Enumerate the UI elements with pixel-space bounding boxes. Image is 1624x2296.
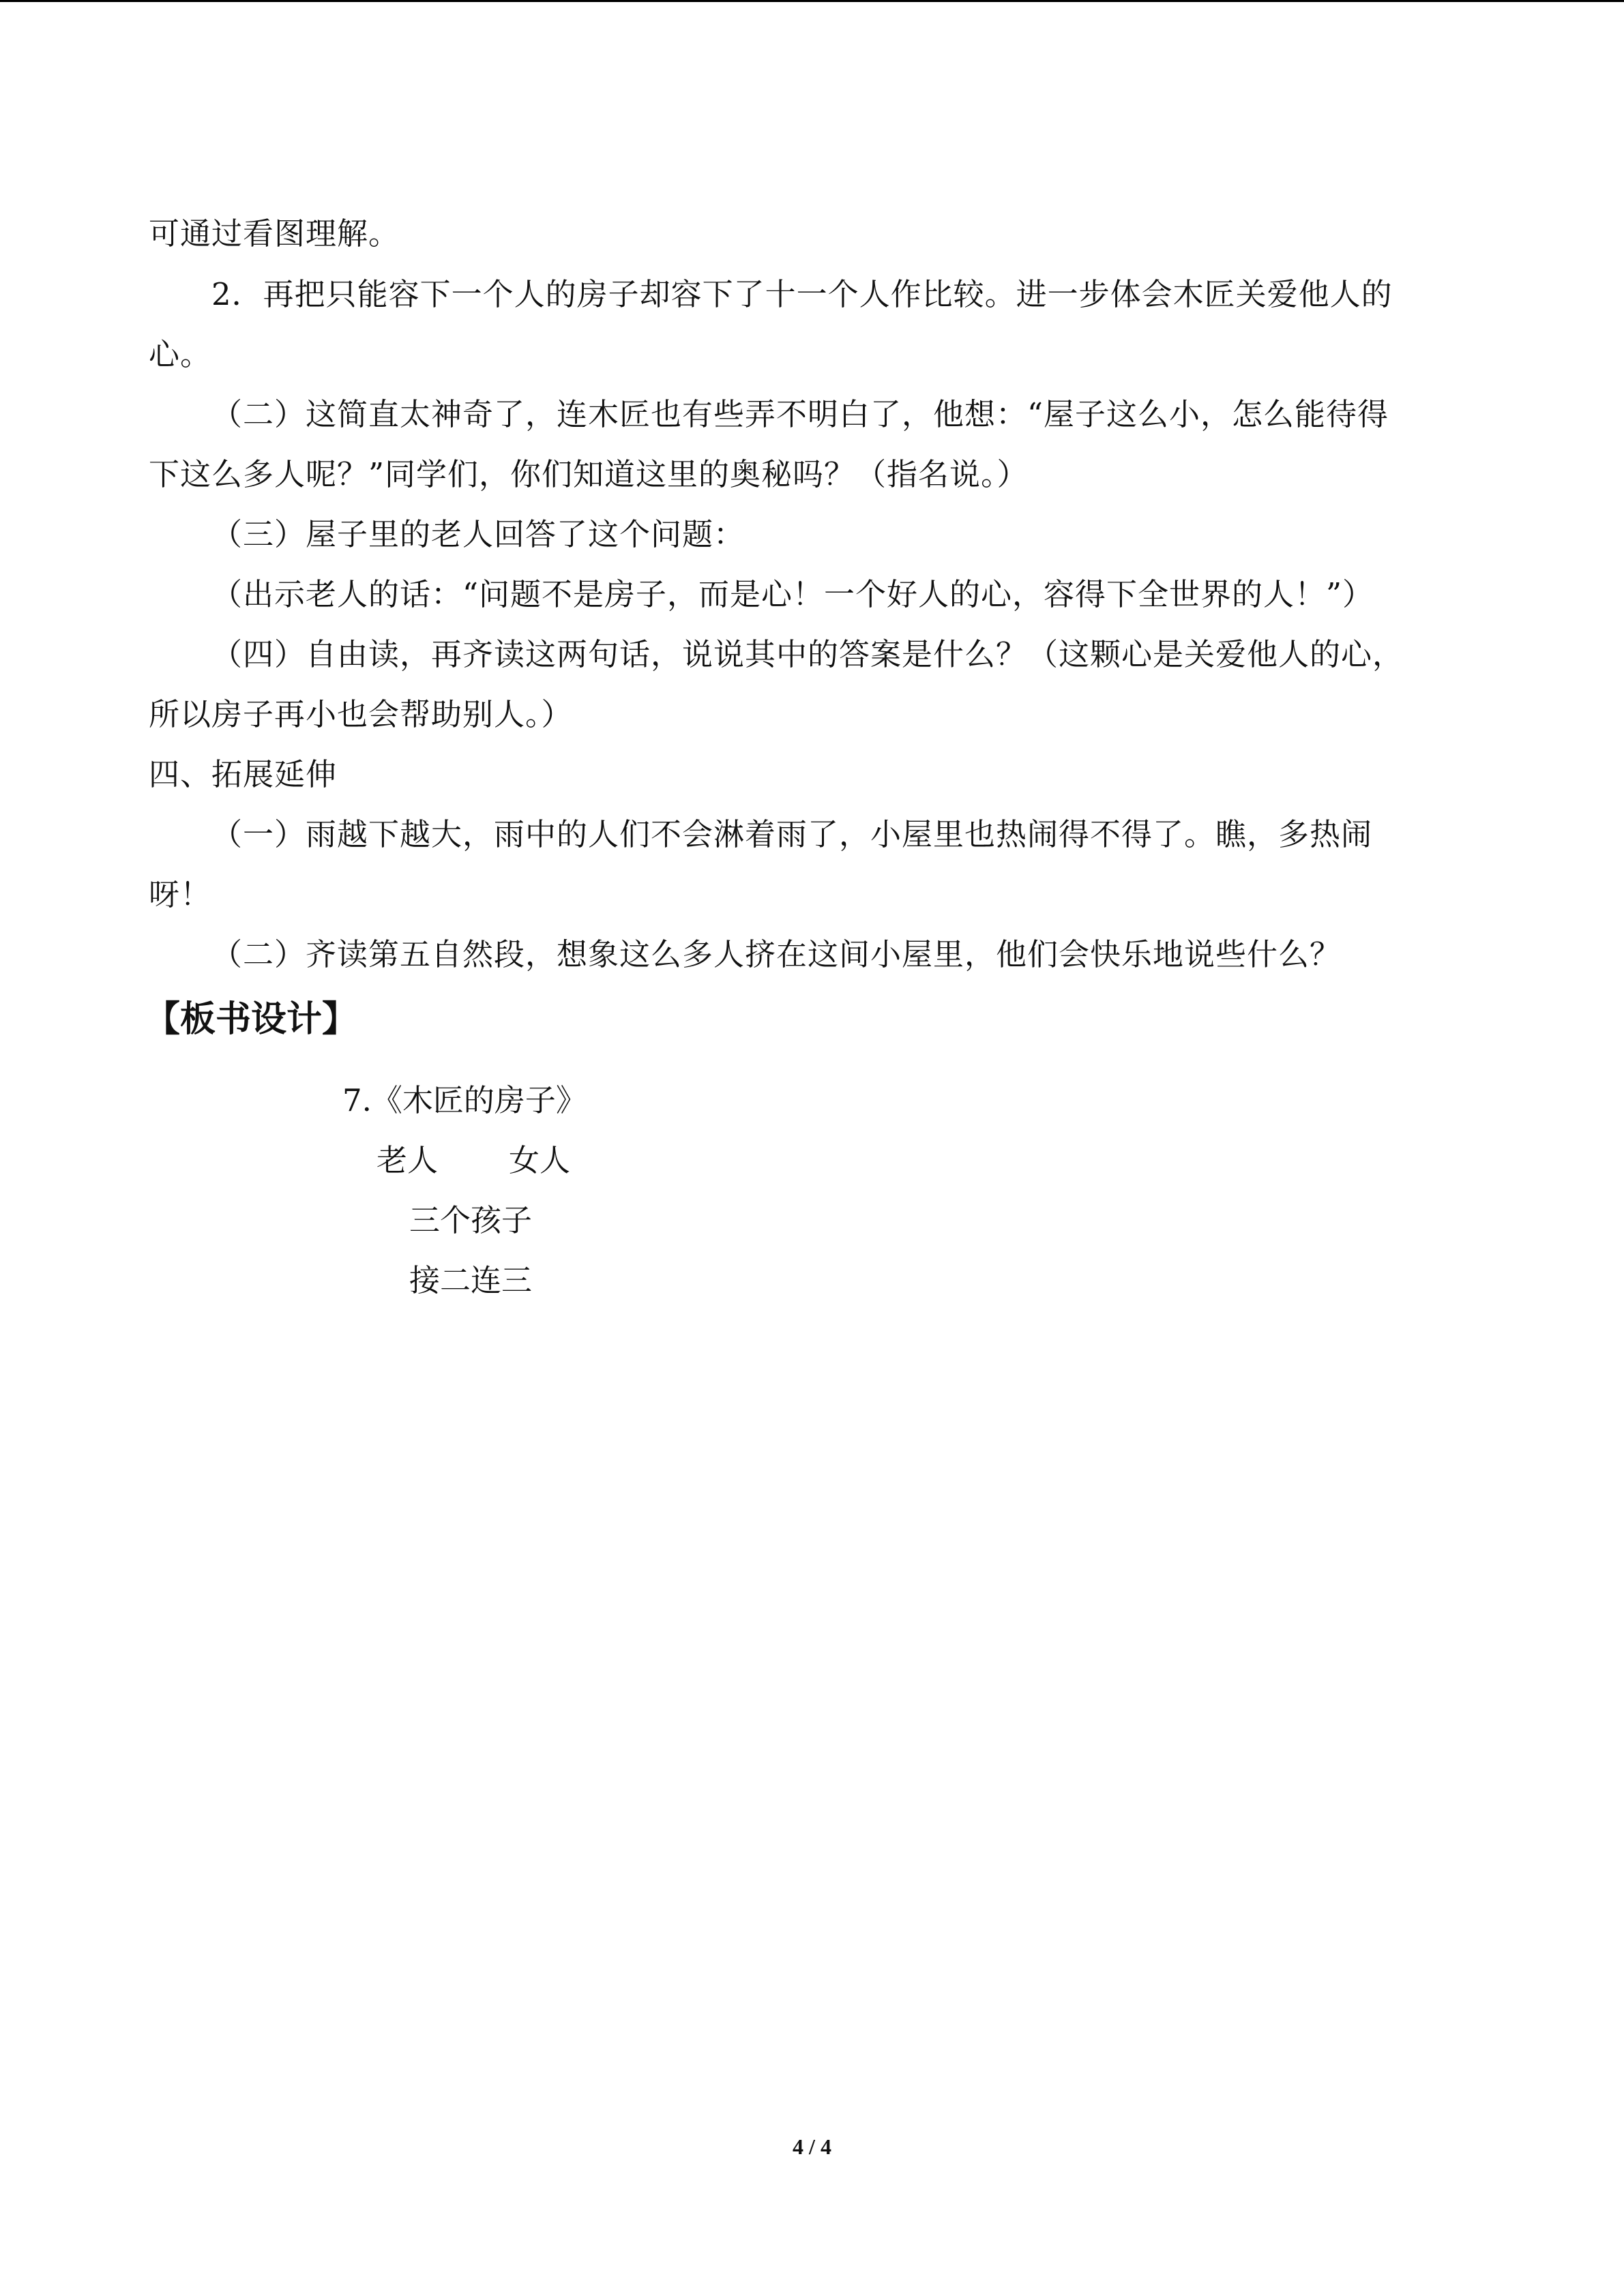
page-number: 4 / 4 bbox=[793, 2134, 831, 2159]
board-item-woman: 女人 bbox=[509, 1142, 571, 1178]
board-design-heading: 【板书设计】 bbox=[145, 999, 358, 1040]
body-line: （出示老人的话：“问题不是房子，而是心！一个好人的心，容得下全世界的人！”） bbox=[211, 576, 1374, 612]
section-heading: 四、拓展延伸 bbox=[149, 756, 338, 792]
body-line: 2．再把只能容下一个人的房子却容下了十一个人作比较。进一步体会木匠关爱他人的 bbox=[211, 276, 1393, 312]
body-line: 可通过看图理解。 bbox=[149, 215, 400, 252]
body-line: （四）自由读，再齐读这两句话，说说其中的答案是什么？（这颗心是关爱他人的心， bbox=[211, 636, 1404, 672]
body-line: 下这么多人呢？”同学们，你们知道这里的奥秘吗？（指名说。） bbox=[149, 456, 1029, 492]
body-line: 所以房子再小也会帮助别人。） bbox=[149, 696, 573, 732]
board-item-three-children: 三个孩子 bbox=[409, 1202, 533, 1238]
board-item-one-after-another: 接二连三 bbox=[409, 1262, 533, 1298]
body-line: （二）齐读第五自然段，想象这么多人挤在这间小屋里，他们会快乐地说些什么？ bbox=[211, 936, 1342, 972]
body-line: 呀！ bbox=[149, 876, 212, 912]
body-line: 心。 bbox=[149, 336, 212, 372]
body-line: （二）这简直太神奇了，连木匠也有些弄不明白了，他想：“屋子这么小，怎么能待得 bbox=[211, 396, 1389, 432]
board-title: 7.《木匠的房子》 bbox=[342, 1082, 587, 1118]
body-line: （一）雨越下越大，雨中的人们不会淋着雨了，小屋里也热闹得不得了。瞧，多热闹 bbox=[211, 816, 1373, 852]
board-item-old-man: 老人 bbox=[377, 1142, 439, 1178]
body-line: （三）屋子里的老人回答了这个问题： bbox=[211, 516, 745, 552]
top-border-rule bbox=[0, 0, 1624, 2]
